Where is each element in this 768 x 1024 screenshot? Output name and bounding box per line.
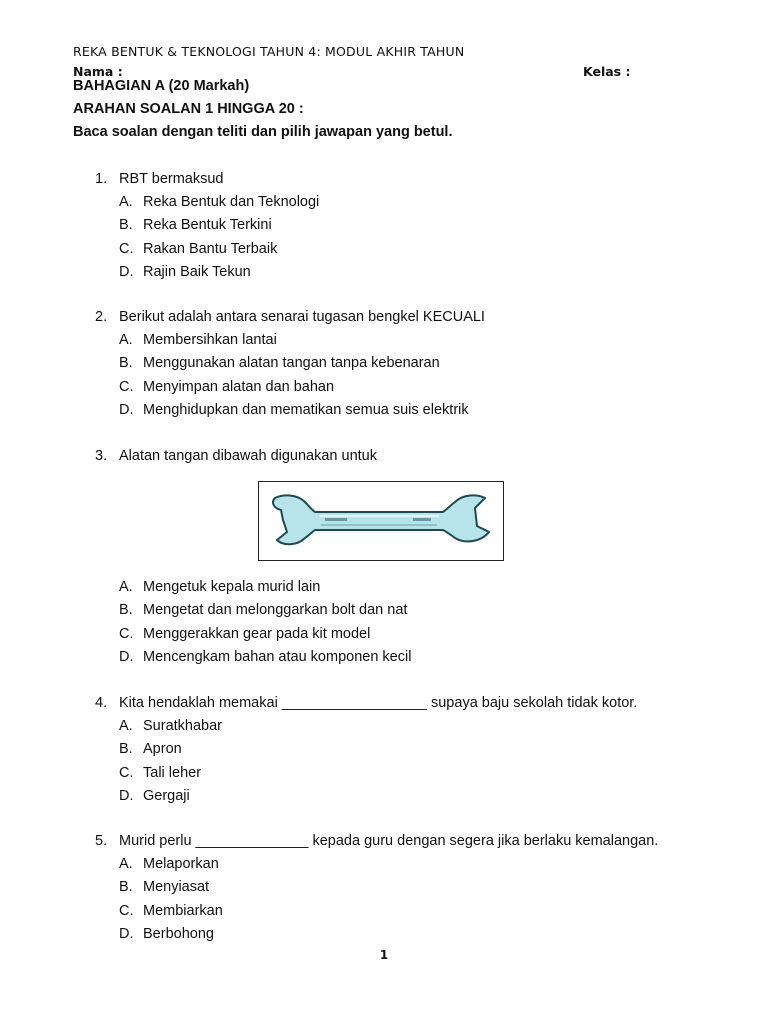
instruction-text: Baca soalan dengan teliti dan pilih jawapan yang betul. [73,124,453,140]
option-letter: A. [119,579,133,595]
kelas-label: Kelas : [583,64,631,79]
option-letter: D. [119,787,134,804]
page-number: 1 [379,948,389,962]
option-c[interactable] [95,902,695,925]
option-c[interactable] [95,764,695,787]
option-text: Mengetat dan melonggarkan bolt dan nat [143,602,408,619]
option-d[interactable] [95,263,695,286]
option-letter: C. [119,902,134,919]
option-letter: C. [119,378,134,395]
spanner-marking-right [413,518,431,521]
spanner-body [273,495,489,544]
question-1 [95,170,695,286]
option-text: Melaporkan [143,856,219,872]
question-4 [95,694,695,810]
option-c[interactable] [95,625,695,648]
option-b[interactable] [95,601,695,624]
option-text: Menyiasat [143,879,210,896]
option-c[interactable] [95,240,695,263]
section-title: BAHAGIAN A (20 Markah) [73,78,250,94]
option-a[interactable] [95,331,695,354]
option-c[interactable] [95,378,695,401]
option-text: Menggerakkan gear pada kit model [143,625,371,642]
option-text: Membersihkan lantai [143,332,277,348]
option-letter: B. [119,355,133,372]
question-3 [95,447,695,470]
option-b[interactable] [95,878,695,901]
spanner-figure [258,481,504,561]
option-letter: D. [119,263,134,280]
option-letter: A. [119,718,133,734]
option-text: Menghidupkan dan mematikan semua suis elektrik [143,401,469,418]
option-letter: A. [119,194,133,210]
module-title: REKA BENTUK & TEKNOLOGI TAHUN 4: MODUL AKHIR TAHUN [73,44,465,59]
question-text: Berikut adalah antara senarai tugasan bengkel KECUALI [119,309,485,325]
option-letter: C. [119,764,134,781]
nama-label: Nama : [73,64,123,79]
option-text: Berbohong [143,925,214,942]
option-text: Reka Bentuk Terkini [143,217,272,234]
option-letter: D. [119,401,134,418]
question-number: 1. [95,171,108,187]
option-text: Suratkhabar [143,718,222,734]
question-number: 5. [95,833,108,849]
question-text: RBT bermaksud [119,171,224,187]
question-2 [95,308,695,424]
open-end-spanner-icon [259,482,502,559]
option-letter: B. [119,602,133,619]
option-letter: B. [119,741,133,758]
option-text: Mengetuk kepala murid lain [143,579,321,595]
option-text: Menyimpan alatan dan bahan [143,378,335,395]
question-stem [95,694,695,717]
spanner-marking-left [325,518,347,521]
option-text: Mencengkam bahan atau komponen kecil [143,648,412,665]
option-letter: C. [119,625,134,642]
question-number: 4. [95,695,108,711]
option-b[interactable] [95,354,695,377]
option-text: Apron [143,741,182,758]
option-text: Menggunakan alatan tangan tanpa kebenaran [143,355,440,372]
option-b[interactable] [95,216,695,239]
option-text: Membiarkan [143,902,223,919]
option-letter: C. [119,240,134,257]
option-d[interactable] [95,787,695,810]
option-letter: B. [119,879,133,896]
question-stem [95,308,695,331]
question-stem [95,447,695,470]
question-number: 3. [95,448,108,464]
option-letter: A. [119,856,133,872]
option-a[interactable] [95,717,695,740]
option-d[interactable] [95,648,695,671]
option-letter: B. [119,217,133,234]
question-text: Alatan tangan dibawah digunakan untuk [119,448,377,464]
option-d[interactable] [95,925,695,948]
instruction-title: ARAHAN SOALAN 1 HINGGA 20 : [73,101,304,117]
option-b[interactable] [95,740,695,763]
option-a[interactable] [95,578,695,601]
option-a[interactable] [95,855,695,878]
question-stem [95,170,695,193]
option-letter: D. [119,925,134,942]
option-letter: A. [119,332,133,348]
option-letter: D. [119,648,134,665]
question-5 [95,832,695,948]
question-3-options [95,578,695,671]
question-text: Kita hendaklah memakai __________________ supaya baju sekolah tidak kotor. [119,695,638,711]
option-text: Reka Bentuk dan Teknologi [143,194,320,210]
option-d[interactable] [95,401,695,424]
question-text: Murid perlu ______________ kepada guru dengan segera jika berlaku kemalangan. [119,833,659,849]
question-stem [95,832,695,855]
option-text: Rakan Bantu Terbaik [143,240,278,257]
option-text: Gergaji [143,787,190,804]
option-a[interactable] [95,193,695,216]
option-text: Rajin Baik Tekun [143,263,251,280]
option-text: Tali leher [143,764,202,781]
question-number: 2. [95,309,108,325]
